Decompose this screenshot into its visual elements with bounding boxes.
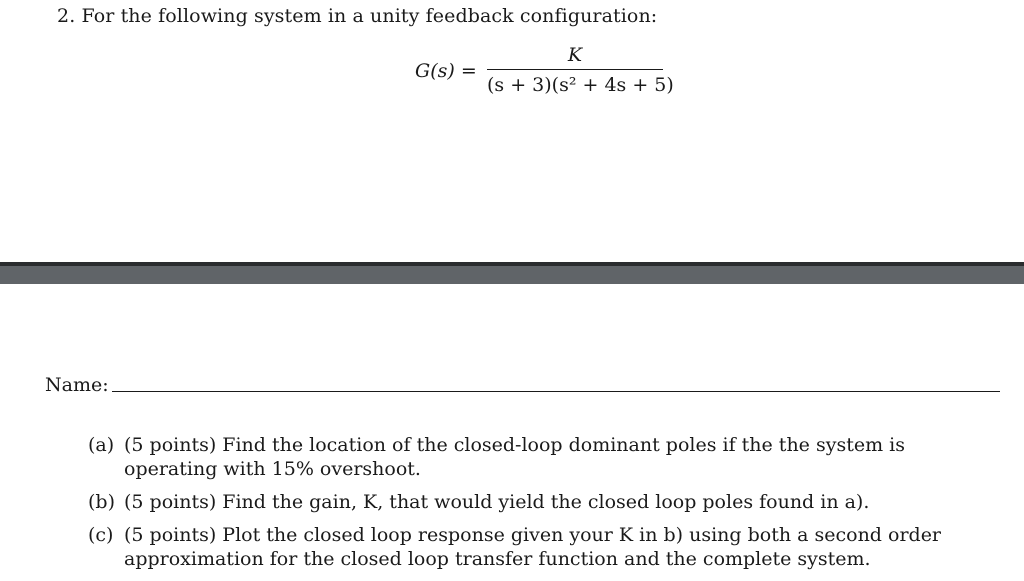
part-label: (b) [88,491,115,513]
equation-numerator: K [567,44,583,66]
name-label: Name: [45,374,109,396]
transfer-function-equation [415,44,675,104]
part-text: (5 points) Plot the closed loop response given your K in b) using both a second order approximation for the closed loop transfer function and the complete system. [124,524,942,570]
part-text: (5 points) Find the gain, K, that would yield the closed loop poles found in a). [124,491,870,513]
fraction-bar [487,69,663,70]
function-argument: (s) [430,60,455,82]
function-name: G [415,60,431,82]
question-part-a [88,433,1003,481]
problem-heading: 2. For the following system in a unity feedback configuration: [57,5,658,27]
question-part-b [88,490,1003,514]
part-label: (a) [88,434,115,456]
equation-denominator: (s + 3)(s² + 4s + 5) [487,74,674,96]
question-part-c [88,523,1003,571]
equation-fraction [487,44,674,96]
equation-lhs [415,60,477,82]
page-divider-bar [0,262,1024,284]
equals-sign: = [460,60,477,82]
question-parts-list [88,433,1003,571]
part-label: (c) [88,524,114,546]
part-text: (5 points) Find the location of the closed-loop dominant poles if the the system is operating with 15% overshoot. [124,434,905,480]
name-input-line[interactable] [112,391,1000,392]
